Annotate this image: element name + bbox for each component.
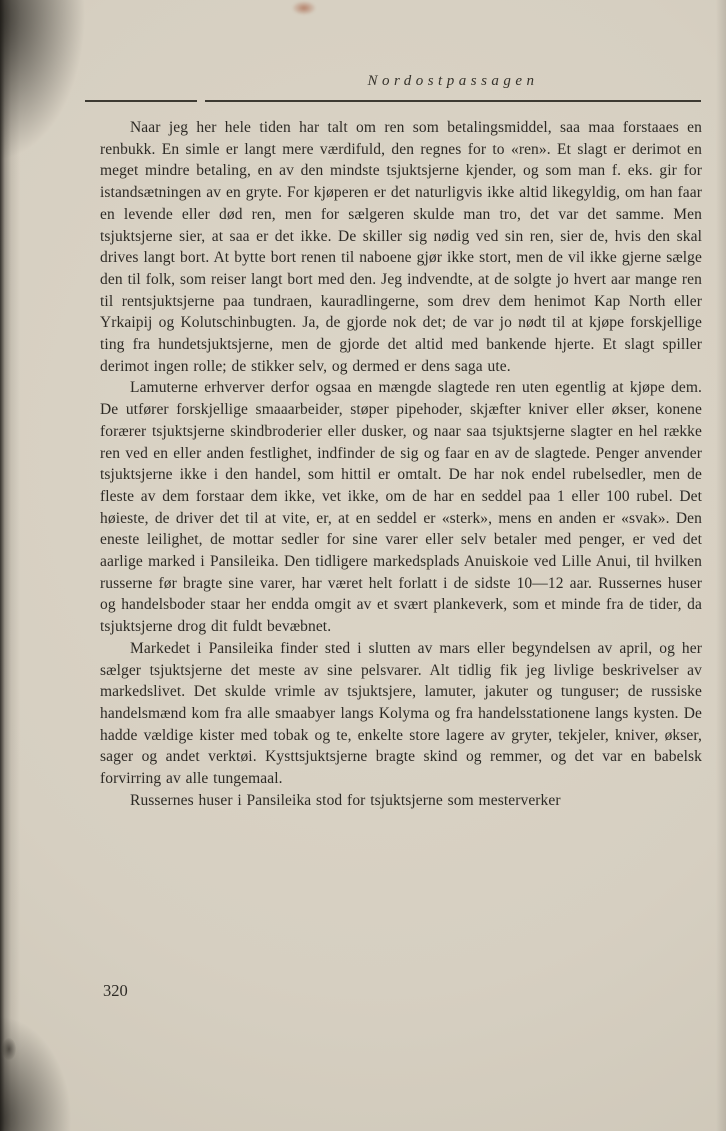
page-number: 320 xyxy=(103,981,128,1000)
running-header-title: Nordostpassagen xyxy=(367,73,539,89)
page-edge-shadow-right xyxy=(716,0,726,1131)
ink-blot-left-edge xyxy=(2,1038,16,1060)
header-rule-main xyxy=(205,100,701,102)
paragraph-3: Markedet i Pansileika finder sted i slutten av mars eller begyndelsen av april, og her sælger tsjuktsjerne det meste av sine pelsvarer. Alt tidlig fik jeg livlige beskrivelser av markedslivet. Det skulde vrimle av tsjuktsjere, lamuter, jakuter og tunguser; de russiske handelsmænd kom fra alle smaabyer langs Kolyma og fra handelsstationene langs kysten. De hadde vældige kister med tobak og te, enkelte store lagere av gryter, tekjeler, kniver, økser, sager og andet verktøi. Kysttsjuktsjerne bragte skind og remmer, og det var en babelsk forvirring av alle tungemaal. xyxy=(100,639,702,788)
paragraph-2: Lamuterne erhverver derfor ogsaa en mængde slagtede ren uten egentlig at kjøpe dem. De utfører forskjellige smaaarbeider, støper pipehoder, skjæfter kniver eller økser, konene forærer tsjuktsjerne skindbroderier eller dusker, og naar saa tsjuktsjerne slagter en hel række ren ved en eller anden festlighet, indfinder de sig og faar en av de slagtede. Penger anvender tsjuktsjerne ikke i den handel, som hittil er omtalt. De har nok endel rubelsedler, men de fleste av dem forstaar dem ikke, vet ikke, om de har en seddel paa 1 eller 100 rubel. Det høieste, de driver det til at vite, er, at en seddel er «sterk», mens en anden er «svak». Den eneste leilighet, de mottar sedler for sine varer eller selv betaler med penger, er ved det aarlige marked i Pansileika. Den tidligere markedsplads Anuiskoie ved Lille Anui, til hvilken russerne før bragte sine varer, har været helt forlatt i de sidste 10—12 aar. Russernes huser og handelsboder staar her endda omgit av et svært plankeverk, som et minde fra de tider, da tsjuktsjerne drog dit fuldt bevæbnet. xyxy=(100,379,702,636)
header-rule-left xyxy=(85,100,197,102)
paragraph-4: Russernes huser i Pansileika stod for tsjuktsjerne som mesterverker xyxy=(130,791,561,809)
ink-smudge-top xyxy=(292,1,316,15)
page-edge-shadow-left xyxy=(0,0,20,1131)
corner-shadow-bottom-left xyxy=(0,1015,72,1131)
page-body-text xyxy=(100,117,702,812)
paragraph-1: Naar jeg her hele tiden har talt om ren som betalingsmiddel, saa maa forstaaes en renbukk. En simle er langt mere værdifuld, den regnes for to «ren». Et slagt er derimot en meget mindre betaling, en av den mindste tsjuktsjerne kjender, og som man f. eks. gir for istandsætningen av en gryte. For kjøperen er det naturligvis ikke altid likegyldig, om han faar en levende eller død ren, men for sælgeren skulde man tro, det var det samme. Men tsjuktsjerne sier, at saa er det ikke. De skiller sig nødig ved sin ren, sier de, hvis den skal drives langt bort. At bytte bort renen til naboene gjør ikke stort, men de vil ikke gjerne sælge den til folk, som reiser langt bort med den. Jeg indvendte, at de solgte jo hvert aar mange ren til rentsjuktsjerne paa tundraen, kauradlingerne, som drev dem henimot Kap North eller Yrkaipij og Kolutschinbugten. Ja, de gjorde nok det; de var jo nødt til at kjøpe forskjellige ting fra hundetsjuktsjerne, men de gjorde det altid med bankende hjerte. Et slagt spiller derimot ingen rolle; de stikker selv, og dermed er dens saga ute. xyxy=(100,119,702,375)
corner-shadow-top-left xyxy=(0,0,86,162)
